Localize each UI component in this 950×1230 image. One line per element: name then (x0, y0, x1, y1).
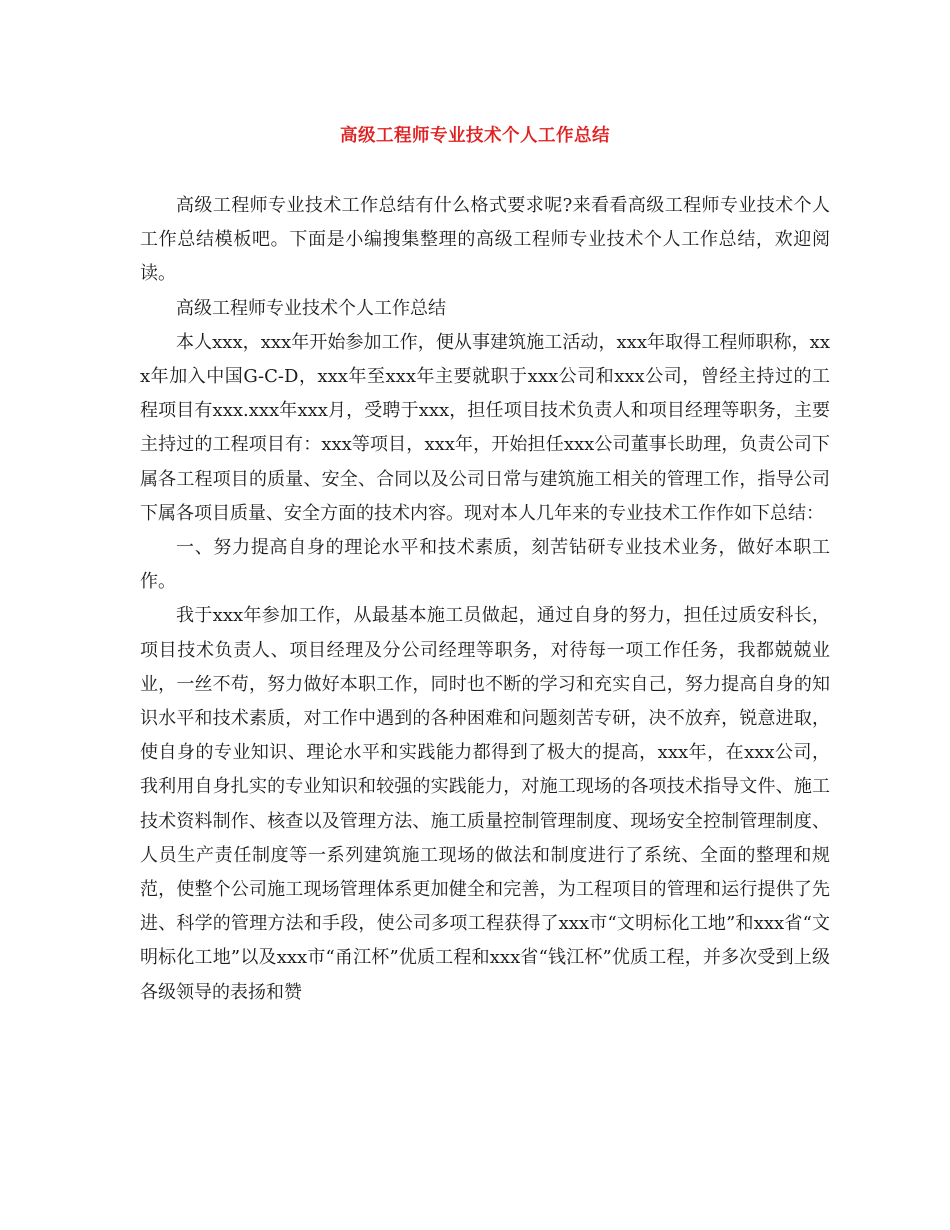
point-one-heading: 一、努力提高自身的理论水平和技术素质，刻苦钻研专业技术业务，做好本职工作。 (140, 537, 830, 593)
document-title: 高级工程师专业技术个人工作总结 (340, 126, 610, 146)
document-body (140, 189, 830, 1010)
intro-paragraph: 高级工程师专业技术工作总结有什么格式要求呢?来看看高级工程师专业技术个人工作总结模板吧。下面是小编搜集整理的高级工程师专业技术个人工作总结，欢迎阅读。 (140, 195, 830, 285)
point-one-paragraph: 我于xxx年参加工作，从最基本施工员做起，通过自身的努力，担任过质安科长，项目技术负责人、项目经理及分公司经理等职务，对待每一项工作任务，我都兢兢业业，一丝不苟，努力做好本职工作，同时也不断的学习和充实自己，努力提高自身的知识水平和技术素质，对工作中遇到的各种困难和问题刻苦专研，决不放弃，锐意进取，使自身的专业知识、理论水平和实践能力都得到了极大的提高，xxx年，在xxx公司，我利用自身扎实的专业知识和较强的实践能力，对施工现场的各项技术指导文件、施工技术资料制作、核查以及管理方法、施工质量控制管理制度、现场安全控制管理制度、人员生产责任制度等一系列建筑施工现场的做法和制度进行了系统、全面的整理和规范，使整个公司施工现场管理体系更加健全和完善，为工程项目的管理和运行提供了先进、科学的管理方法和手段，使公司多项工程获得了xxx市“文明标化工地”和xxx省“文明标化工地”以及xxx市“甬江杯”优质工程和xxx省“钱江杯”优质工程，并多次受到上级各级领导的表扬和赞 (140, 605, 830, 1003)
section-heading: 高级工程师专业技术个人工作总结 (176, 297, 446, 319)
background-paragraph: 本人xxx，xxx年开始参加工作，便从事建筑施工活动，xxx年取得工程师职称，xxx年加入中国G-C-D，xxx年至xxx年主要就职于xxx公司和xxx公司，曾经主持过的工程项目有xxx.xxx年xxx月，受聘于xxx，担任项目技术负责人和项目经理等职务，主要主持过的工程项目有：xxx等项目，xxx年，开始担任xxx公司董事长助理，负责公司下属各工程项目的质量、安全、合同以及公司日常与建筑施工相关的管理工作，指导公司下属各项目质量、安全方面的技术内容。现对本人几年来的专业技术工作作如下总结： (140, 331, 830, 524)
